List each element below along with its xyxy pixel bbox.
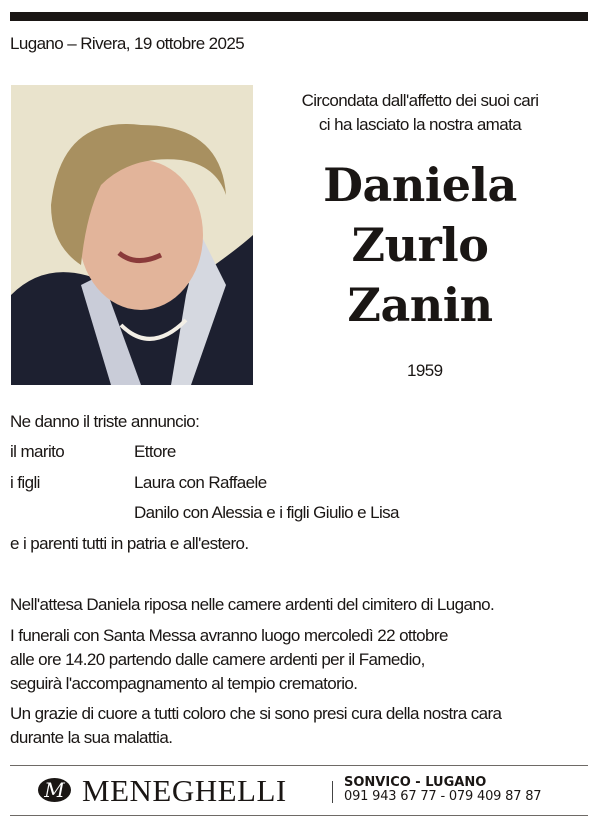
- footer-rule-bottom: [10, 815, 588, 816]
- family-role: i figli: [10, 473, 40, 492]
- intro-line: ci ha lasciato la nostra amata: [318, 115, 522, 134]
- paragraph-line: seguirà l'accompagnamento al tempio crematorio.: [10, 674, 358, 693]
- funeral-home-phones: 091 943 67 77 - 079 409 87 87: [344, 789, 542, 804]
- family-names: Danilo con Alessia e i figli Giulio e Lisa: [134, 503, 399, 522]
- family-names: Ettore: [134, 442, 176, 461]
- top-rule: [10, 12, 588, 21]
- footer-divider: [332, 781, 333, 803]
- deceased-first-name: Daniela: [323, 158, 517, 212]
- family-role: il marito: [10, 442, 65, 461]
- birth-year: 1959: [407, 361, 443, 380]
- funeral-home-location: SONVICO - LUGANO: [344, 775, 487, 790]
- deceased-surname: Zanin: [347, 278, 493, 332]
- place-date: Lugano – Rivera, 19 ottobre 2025: [10, 34, 245, 53]
- funeral-home-logo-icon: M: [38, 778, 71, 802]
- paragraph-line: Nell'attesa Daniela riposa nelle camere ardenti del cimitero di Lugano.: [10, 595, 495, 614]
- portrait-photo: [11, 85, 253, 385]
- announcement-heading: Ne danno il triste annuncio:: [10, 412, 200, 431]
- intro-line: Circondata dall'affetto dei suoi cari: [301, 91, 539, 110]
- relatives-line: e i parenti tutti in patria e all'estero.: [10, 534, 249, 553]
- paragraph-line: durante la sua malattia.: [10, 728, 173, 747]
- deceased-surname: Zurlo: [351, 218, 489, 272]
- paragraph-line: I funerali con Santa Messa avranno luogo mercoledì 22 ottobre: [10, 626, 448, 645]
- family-names: Laura con Raffaele: [134, 473, 267, 492]
- funeral-home-brand: MENEGHELLI: [82, 773, 287, 808]
- paragraph-line: alle ore 14.20 partendo dalle camere ardenti per il Famedio,: [10, 650, 425, 669]
- footer-rule-top: [10, 765, 588, 766]
- paragraph-line: Un grazie di cuore a tutti coloro che si sono presi cura della nostra cara: [10, 704, 502, 723]
